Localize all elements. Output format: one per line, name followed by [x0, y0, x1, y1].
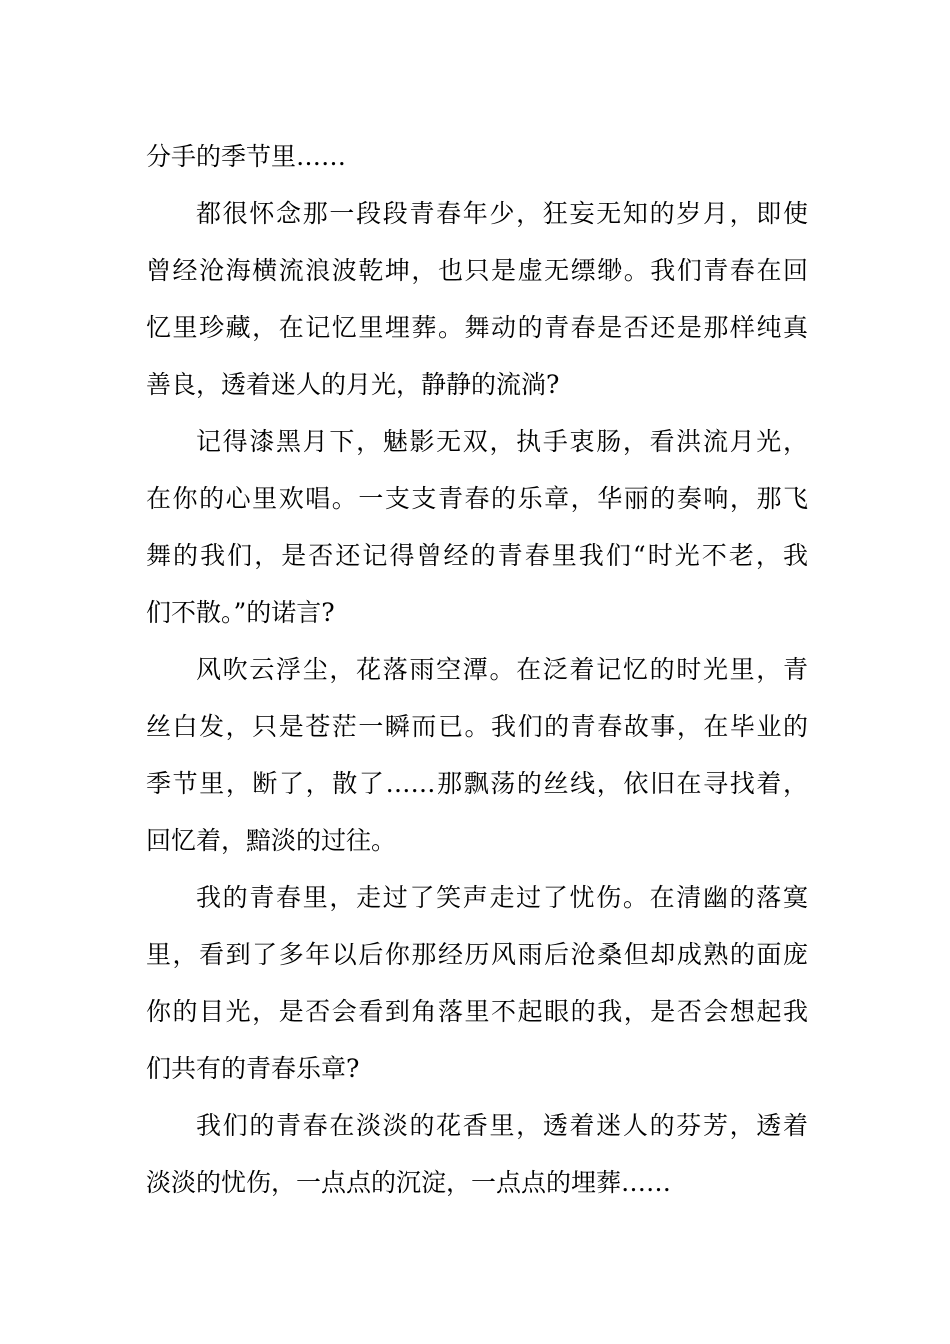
text-line: 回忆着，黯淡的过往。: [146, 826, 397, 855]
text-line: 舞的我们，是否还记得曾经的青春里我们“时光不老，我: [146, 541, 808, 570]
text-line: 里，看到了多年以后你那经历风雨后沧桑但却成熟的面庞: [146, 940, 808, 969]
text-line: 丝白发，只是苍茫一瞬而已。我们的青春故事，在毕业的: [146, 712, 808, 741]
text-line: 分手的季节里……: [146, 142, 347, 171]
text-line: 都很怀念那一段段青春年少，狂妄无知的岁月，即使: [196, 199, 808, 228]
text-line: 风吹云浮尘，花落雨空潭。在泛着记忆的时光里，青: [196, 655, 808, 684]
text-line: 在你的心里欢唱。一支支青春的乐章，华丽的奏响，那飞: [146, 484, 808, 513]
text-line: 们共有的青春乐章?: [146, 1054, 360, 1083]
text-line: 你的目光，是否会看到角落里不起眼的我，是否会想起我: [146, 997, 808, 1026]
text-line: 我的青春里，走过了笑声走过了忧伤。在清幽的落寞: [196, 883, 808, 912]
text-line: 们不散。”的诺言?: [146, 598, 335, 627]
text-line: 忆里珍藏，在记忆里埋葬。舞动的青春是否还是那样纯真: [146, 313, 808, 342]
document-body: [146, 128, 808, 1211]
text-line: 淡淡的忧伤，一点点的沉淀，一点点的埋葬……: [146, 1168, 672, 1197]
text-line: 季节里，断了，散了……那飘荡的丝线，依旧在寻找着，: [146, 769, 808, 798]
text-line: 曾经沧海横流浪波乾坤，也只是虚无缥缈。我们青春在回: [146, 256, 808, 285]
text-line: 我们的青春在淡淡的花香里，透着迷人的芬芳，透着: [196, 1111, 808, 1140]
text-line: 善良，透着迷人的月光，静静的流淌?: [146, 370, 560, 399]
text-line: 记得漆黑月下，魅影无双，执手衷肠，看洪流月光，: [196, 427, 808, 456]
